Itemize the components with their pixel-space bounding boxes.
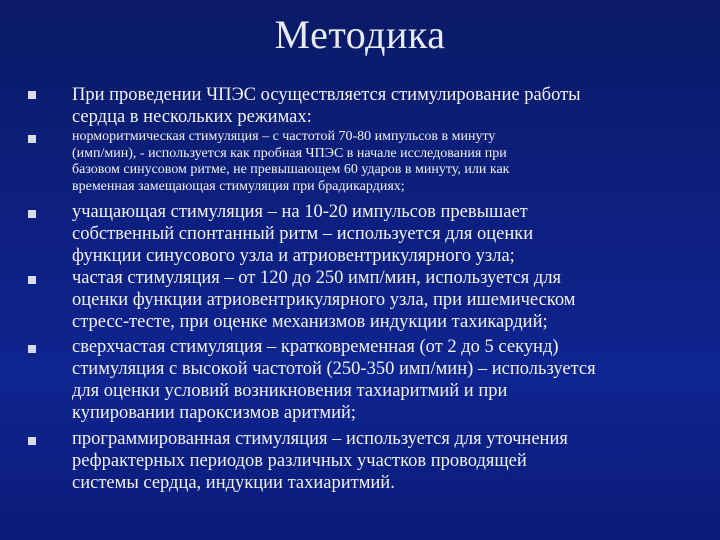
square-bullet-icon (28, 345, 36, 353)
bullet-line: временная замещающая стимуляция при брадикардиях; (72, 178, 405, 194)
bullet-line: программированная стимуляция – используется для уточнения (72, 429, 568, 449)
bullet-line: (имп/мин), - используется как пробная ЧПЭС в начале исследования при (72, 145, 507, 161)
bullet-line: сердца в нескольких режимах: (72, 107, 312, 127)
square-bullet-icon (28, 210, 36, 218)
bullet-text (72, 201, 533, 267)
square-bullet-icon (28, 135, 36, 143)
bullet-text (72, 84, 581, 128)
bullet-line: собственный спонтанный ритм – используется для оценки (72, 224, 534, 244)
bullet-line: для оценки условий возникновения тахиаритмий и при (72, 381, 508, 401)
bullet-text (72, 267, 575, 333)
square-bullet-icon (28, 91, 36, 99)
bullet-line: стимуляция с высокой частотой (250-350 имп/мин) – используется (72, 359, 596, 379)
bullet-line: При проведении ЧПЭС осуществляется стимулирование работы (72, 85, 581, 105)
bullet-text (72, 428, 568, 494)
bullet-line: купировании пароксизмов аритмий; (72, 403, 357, 423)
bullet-line: норморитмическая стимуляция – с частотой 70-80 импульсов в минуту (72, 129, 496, 144)
bullet-line: системы сердца, индукции тахиаритмий. (72, 473, 395, 493)
square-bullet-icon (28, 437, 36, 445)
bullet-text (72, 336, 596, 424)
slide-title: Методика (274, 12, 446, 57)
bullet-line: функции синусового узла и атриовентрикулярного узла; (72, 246, 515, 266)
square-bullet-icon (28, 276, 36, 284)
bullet-text (72, 129, 509, 195)
bullet-line: базовом синусовом ритме, не превышающем 60 ударов в минуту, или как (72, 162, 510, 177)
bullet-line: сверхчастая стимуляция – кратковременная (от 2 до 5 секунд) (72, 337, 559, 357)
bullet-line: частая стимуляция – от 120 до 250 имп/мин, используется для (72, 268, 562, 288)
bullet-line: учащающая стимуляция – на 10-20 импульсов превышает (72, 202, 528, 222)
bullet-line: оценки функции атриовентрикулярного узла, при ишемическом (72, 290, 576, 310)
bullet-line: стресс-тесте, при оценке механизмов индукции тахикардий; (72, 312, 548, 332)
bullet-line: рефрактерных периодов различных участков проводящей (72, 451, 527, 471)
